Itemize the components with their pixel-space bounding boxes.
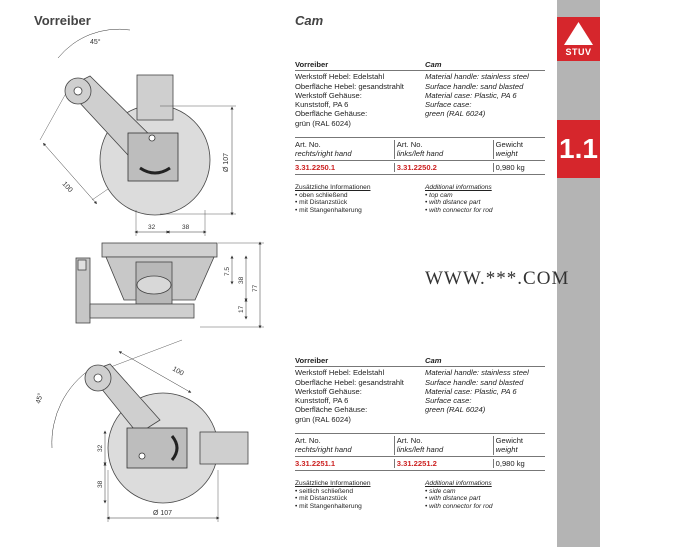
list-item: • top cam bbox=[425, 192, 545, 200]
material-en-line: Surface handle: sand blasted bbox=[425, 81, 524, 91]
dim-top-angle: 45° bbox=[90, 39, 101, 46]
material-en-line: Surface case: bbox=[425, 396, 472, 406]
add-head-en: Additional informations bbox=[425, 479, 492, 487]
list-item: • seitlich schließend bbox=[295, 488, 425, 496]
dim-side-a: 7.5 bbox=[224, 266, 231, 276]
col-right-de: Art. No. bbox=[295, 140, 321, 150]
art-no-right: 3.31.2250.1 bbox=[295, 163, 395, 172]
dim-bottom-b: 38 bbox=[97, 480, 104, 488]
spec-header bbox=[295, 60, 545, 71]
spec-header-de: Vorreiber bbox=[295, 356, 329, 365]
drawing-bottom-view bbox=[34, 340, 248, 522]
dim-side-b: 38 bbox=[238, 276, 245, 284]
list-item: • with connector for rod bbox=[425, 503, 545, 511]
col-left-de: Art. No. bbox=[396, 140, 423, 150]
materials bbox=[295, 72, 545, 128]
weight-value: 0,980 kg bbox=[495, 162, 525, 172]
dim-bottom-a: 32 bbox=[97, 444, 104, 452]
material-en-line: Material handle: stainless steel bbox=[425, 368, 529, 378]
col-left-en: links/left hand bbox=[396, 445, 444, 455]
drawing-top-view bbox=[40, 29, 236, 236]
material-de-line: Werkstoff Gehäuse: bbox=[295, 386, 362, 396]
material-de-line: Oberfläche Hebel: gesandstrahlt bbox=[295, 377, 404, 387]
spec-header-de: Vorreiber bbox=[295, 60, 329, 69]
dim-side-c: 17 bbox=[238, 305, 245, 313]
logo-text: STUV bbox=[565, 47, 592, 57]
article-table-header bbox=[295, 138, 545, 161]
brand-logo bbox=[557, 17, 600, 61]
material-de-line: Kunststoff, PA 6 bbox=[295, 396, 349, 406]
chapter-number: 1.1 bbox=[557, 120, 600, 178]
list-item: • mit Stangenhalterung bbox=[295, 207, 425, 215]
list-item: • with connector for rod bbox=[425, 207, 545, 215]
technical-drawings bbox=[0, 0, 300, 547]
list-item: • mit Stangenhalterung bbox=[295, 503, 425, 511]
material-de-line: grün (RAL 6024) bbox=[295, 414, 351, 424]
material-en-line: Surface handle: sand blasted bbox=[425, 377, 524, 387]
list-item: • mit Distanzstück bbox=[295, 495, 425, 503]
dim-top-a: 32 bbox=[148, 224, 156, 231]
material-en-line: green (RAL 6024) bbox=[425, 405, 486, 415]
material-en-line: Surface case: bbox=[425, 100, 472, 110]
dim-top-b: 38 bbox=[182, 224, 190, 231]
material-en-line: green (RAL 6024) bbox=[425, 109, 486, 119]
material-en-line: Material handle: stainless steel bbox=[425, 72, 529, 82]
list-item: • oben schließend bbox=[295, 192, 425, 200]
art-no-right: 3.31.2251.1 bbox=[295, 459, 395, 468]
spec-header-en: Cam bbox=[425, 356, 442, 365]
col-weight-en: weight bbox=[495, 445, 518, 455]
add-head-de: Zusätzliche Informationen bbox=[295, 183, 371, 191]
article-table bbox=[295, 433, 545, 471]
material-de-line: Werkstoff Hebel: Edelstahl bbox=[295, 72, 385, 82]
list-item: • side cam bbox=[425, 488, 545, 496]
material-de-line: Oberfläche Gehäuse: bbox=[295, 405, 368, 415]
add-head-en: Additional informations bbox=[425, 183, 492, 191]
page-title-en: Cam bbox=[295, 13, 324, 28]
col-left-en: links/left hand bbox=[396, 149, 444, 159]
material-de-line: Kunststoff, PA 6 bbox=[295, 100, 349, 110]
material-en-line: Material case: Plastic, PA 6 bbox=[425, 90, 517, 100]
material-de-line: Werkstoff Hebel: Edelstahl bbox=[295, 368, 385, 378]
drawing-side-view bbox=[76, 243, 264, 327]
col-right-en: rechts/right hand bbox=[295, 445, 352, 455]
spec-block-bottom bbox=[295, 356, 545, 510]
dim-top-length: 100 bbox=[60, 180, 74, 195]
art-no-left: 3.31.2250.2 bbox=[395, 163, 494, 172]
additional-info bbox=[295, 480, 545, 510]
col-weight-en: weight bbox=[495, 149, 518, 159]
table-row bbox=[295, 161, 545, 175]
dim-bottom-length: 100 bbox=[171, 365, 185, 378]
article-table bbox=[295, 137, 545, 175]
additional-info bbox=[295, 184, 545, 214]
col-left-de: Art. No. bbox=[396, 436, 423, 446]
dim-top-diameter: Ø 107 bbox=[223, 152, 230, 172]
list-item: • with distance part bbox=[425, 495, 545, 503]
col-right-en: rechts/right hand bbox=[295, 149, 352, 159]
list-item: • with distance part bbox=[425, 199, 545, 207]
add-head-de: Zusätzliche Informationen bbox=[295, 479, 371, 487]
list-item: • mit Distanzstück bbox=[295, 199, 425, 207]
col-weight-de: Gewicht bbox=[495, 436, 524, 446]
materials bbox=[295, 368, 545, 424]
article-table-header bbox=[295, 434, 545, 457]
col-right-de: Art. No. bbox=[295, 436, 321, 446]
spec-header bbox=[295, 356, 545, 367]
spec-header-en: Cam bbox=[425, 60, 442, 69]
dim-side-d: 77 bbox=[252, 284, 259, 292]
material-en-line: Material case: Plastic, PA 6 bbox=[425, 386, 517, 396]
table-row bbox=[295, 457, 545, 471]
weight-value: 0,980 kg bbox=[495, 458, 525, 468]
col-weight-de: Gewicht bbox=[495, 140, 524, 150]
page-title-de: Vorreiber bbox=[34, 13, 91, 28]
material-de-line: grün (RAL 6024) bbox=[295, 118, 351, 128]
dim-bottom-angle: 45° bbox=[35, 392, 45, 405]
material-de-line: Oberfläche Hebel: gesandstrahlt bbox=[295, 81, 404, 91]
material-de-line: Werkstoff Gehäuse: bbox=[295, 90, 362, 100]
watermark: WWW.***.COM bbox=[425, 268, 570, 289]
dim-bottom-diameter: Ø 107 bbox=[153, 510, 173, 517]
spec-block-top bbox=[295, 60, 545, 214]
material-de-line: Oberfläche Gehäuse: bbox=[295, 109, 368, 119]
art-no-left: 3.31.2251.2 bbox=[395, 459, 494, 468]
